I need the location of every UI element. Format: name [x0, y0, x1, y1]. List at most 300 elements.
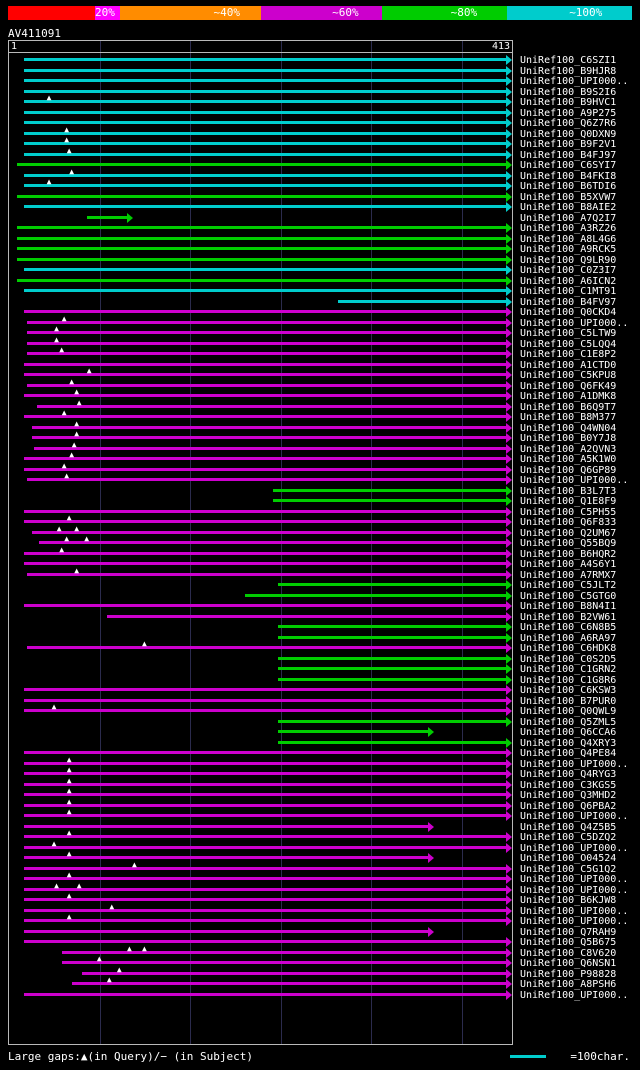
alignment-bar[interactable] — [24, 709, 506, 712]
hit-row[interactable] — [0, 534, 520, 548]
hit-row[interactable] — [0, 591, 520, 601]
hit-label[interactable]: UniRef100_B8N4I1 — [520, 601, 617, 612]
hit-label[interactable]: UniRef100_A6ICN2 — [520, 275, 617, 287]
alignment-bar[interactable] — [278, 657, 506, 660]
alignment-bar[interactable] — [37, 405, 506, 408]
hit-row[interactable] — [0, 580, 520, 590]
hit-label[interactable]: UniRef100_C5JLT2 — [520, 580, 617, 591]
alignment-bar[interactable] — [24, 289, 506, 292]
hit-row[interactable] — [0, 702, 520, 716]
hit-label[interactable]: UniRef100_Q4Z5B5 — [520, 821, 617, 833]
hit-row[interactable] — [0, 775, 520, 790]
hit-row[interactable] — [0, 223, 520, 233]
hit-row[interactable] — [0, 748, 520, 758]
alignment-bar[interactable] — [24, 394, 506, 397]
query-gap-marker: ▲ — [96, 954, 102, 963]
alignment-bar[interactable] — [17, 258, 506, 261]
hit-label[interactable]: UniRef100_Q4XRY3 — [520, 737, 617, 749]
alignment-bar[interactable] — [27, 573, 506, 576]
alignment-bar[interactable] — [24, 688, 506, 691]
hit-row[interactable] — [0, 87, 520, 97]
hit-label[interactable]: UniRef100_A1DMK8 — [520, 391, 617, 402]
alignment-bar[interactable] — [278, 730, 429, 733]
alignment-bar[interactable] — [32, 426, 506, 429]
alignment-bar[interactable] — [278, 583, 506, 586]
alignment-bar[interactable] — [24, 174, 506, 177]
alignment-bar[interactable] — [24, 940, 506, 943]
hit-label[interactable]: UniRef100_C1GRN2 — [520, 664, 617, 675]
hit-label[interactable]: UniRef100_A9P275 — [520, 107, 617, 119]
alignment-bar[interactable] — [24, 468, 506, 471]
hit-label[interactable]: UniRef100_A3RZ26 — [520, 223, 617, 234]
hit-label[interactable]: UniRef100_B4FKI8 — [520, 170, 617, 182]
alignment-bar[interactable] — [17, 279, 506, 282]
hit-label[interactable]: UniRef100_UPI000.. — [520, 989, 629, 1001]
alignment-bar[interactable] — [24, 510, 506, 513]
alignment-bar[interactable] — [273, 489, 506, 492]
query-gap-marker: ▲ — [74, 387, 80, 396]
hit-label[interactable]: UniRef100_C1E8P2 — [520, 349, 617, 360]
alignment-bar[interactable] — [27, 321, 506, 324]
alignment-bar[interactable] — [24, 762, 506, 765]
alignment-bar[interactable] — [24, 90, 506, 93]
alignment-bar[interactable] — [338, 300, 506, 303]
hit-row[interactable] — [0, 93, 520, 107]
direction-arrow-icon — [506, 181, 512, 191]
hit-label[interactable]: UniRef100_C5KPU8 — [520, 370, 617, 381]
alignment-bar[interactable] — [34, 447, 506, 450]
legend-label-4: ~100% — [569, 6, 603, 19]
hit-label[interactable]: UniRef100_B9HJR8 — [520, 65, 617, 77]
hit-row[interactable] — [0, 345, 520, 359]
query-gap-marker: ▲ — [66, 765, 72, 774]
alignment-bar[interactable] — [278, 625, 506, 628]
hit-label[interactable]: UniRef100_P98828 — [520, 968, 617, 980]
hit-row[interactable] — [0, 717, 520, 727]
direction-arrow-icon — [506, 444, 512, 454]
direction-arrow-icon — [506, 465, 512, 475]
direction-arrow-icon — [506, 580, 512, 590]
hit-label[interactable]: UniRef100_O04524 — [520, 853, 617, 864]
hit-row[interactable] — [0, 765, 520, 779]
alignment-bar[interactable] — [72, 982, 506, 985]
hit-label[interactable]: UniRef100_Q2UM67 — [520, 527, 617, 539]
hit-label[interactable]: UniRef100_C6SZI1 — [520, 55, 617, 66]
alignment-bar[interactable] — [24, 373, 506, 376]
hit-row[interactable] — [0, 912, 520, 926]
alignment-bar[interactable] — [24, 562, 506, 565]
direction-arrow-icon — [506, 129, 512, 139]
hit-row[interactable] — [0, 177, 520, 191]
alignment-bar[interactable] — [39, 541, 506, 544]
alignment-bar[interactable] — [17, 195, 506, 198]
hit-row[interactable] — [0, 255, 520, 265]
hit-label[interactable]: UniRef100_A8PSH6 — [520, 979, 617, 990]
hit-label[interactable]: UniRef100_A2QVN3 — [520, 443, 617, 455]
alignment-bar[interactable] — [24, 552, 506, 555]
hit-label[interactable]: UniRef100_UPI000.. — [520, 811, 629, 822]
hit-label[interactable]: UniRef100_UPI000.. — [520, 76, 629, 87]
hit-label[interactable]: UniRef100_C0Z3I7 — [520, 265, 617, 276]
ruler-line — [8, 52, 513, 53]
hit-label[interactable]: UniRef100_Q9LR90 — [520, 254, 617, 266]
hit-row[interactable] — [0, 754, 520, 769]
hit-row[interactable] — [0, 160, 520, 170]
hit-row[interactable] — [0, 927, 520, 937]
alignment-bar[interactable] — [278, 720, 506, 723]
hit-row[interactable] — [0, 654, 520, 664]
hit-label[interactable]: UniRef100_B6Q9T7 — [520, 401, 617, 413]
hit-label[interactable]: UniRef100_Q6PBA2 — [520, 800, 617, 812]
direction-arrow-icon — [506, 202, 512, 212]
hit-row[interactable] — [0, 118, 520, 128]
alignment-bar[interactable] — [245, 594, 506, 597]
alignment-bar[interactable] — [27, 342, 506, 345]
hit-label[interactable]: UniRef100_B8M377 — [520, 412, 617, 423]
hit-label[interactable]: UniRef100_UPI000.. — [520, 475, 629, 486]
hit-label[interactable]: UniRef100_C5PH55 — [520, 506, 617, 518]
alignment-bar[interactable] — [24, 58, 506, 61]
hit-label[interactable]: UniRef100_Q6NSN1 — [520, 958, 617, 969]
hit-row[interactable] — [0, 496, 520, 506]
alignment-bar[interactable] — [24, 867, 506, 870]
query-gap-marker: ▲ — [71, 439, 77, 449]
hit-label[interactable]: UniRef100_C3KGS5 — [520, 779, 617, 791]
alignment-bar[interactable] — [87, 216, 127, 219]
alignment-bar[interactable] — [24, 993, 506, 996]
alignment-bar[interactable] — [24, 520, 506, 523]
direction-arrow-icon — [506, 328, 512, 338]
direction-arrow-icon — [506, 318, 512, 328]
hit-label[interactable]: UniRef100_A7Q2I7 — [520, 212, 617, 224]
hit-row[interactable] — [0, 460, 520, 475]
hit-row[interactable] — [0, 76, 520, 86]
query-gap-marker: ▲ — [61, 460, 67, 470]
query-gap-marker: ▲ — [51, 702, 57, 711]
alignment-bar[interactable] — [24, 793, 506, 796]
hit-row[interactable] — [0, 66, 520, 76]
hit-label[interactable]: UniRef100_Q7RAH9 — [520, 926, 617, 938]
hit-label[interactable]: UniRef100_UPI000.. — [520, 842, 629, 854]
hit-row[interactable] — [0, 943, 520, 958]
hit-label[interactable]: UniRef100_Q55BQ9 — [520, 538, 617, 549]
hit-row[interactable] — [0, 297, 520, 307]
hit-row[interactable] — [0, 796, 520, 811]
alignment-bar[interactable] — [278, 636, 506, 639]
direction-arrow-icon — [506, 738, 512, 748]
hit-row[interactable] — [0, 601, 520, 611]
alignment-bar[interactable] — [24, 751, 506, 754]
alignment-bar[interactable] — [24, 153, 506, 156]
alignment-bar[interactable] — [27, 646, 506, 649]
hit-row[interactable] — [0, 664, 520, 674]
alignment-bar[interactable] — [24, 888, 506, 891]
hit-label[interactable]: UniRef100_C5LTW9 — [520, 328, 617, 339]
hit-row[interactable] — [0, 124, 520, 139]
hit-label[interactable]: UniRef100_Q4RYG3 — [520, 769, 617, 780]
alignment-bar[interactable] — [32, 436, 506, 439]
hit-label[interactable]: UniRef100_Q4WN04 — [520, 422, 617, 434]
hit-label[interactable]: UniRef100_UPI000.. — [520, 916, 629, 927]
hit-label[interactable]: UniRef100_B0Y7J8 — [520, 433, 617, 444]
query-gap-marker: ▲ — [109, 901, 115, 911]
hit-label[interactable]: UniRef100_A9RCK5 — [520, 244, 617, 255]
hit-label[interactable]: UniRef100_C1MT91 — [520, 286, 617, 297]
alignment-bar[interactable] — [24, 930, 428, 933]
hit-label[interactable]: UniRef100_C0S2D5 — [520, 653, 617, 665]
hit-label[interactable]: UniRef100_B8AIE2 — [520, 202, 617, 213]
alignment-bar[interactable] — [107, 615, 506, 618]
hit-row[interactable] — [0, 696, 520, 706]
hit-label[interactable]: UniRef100_UPI000.. — [520, 884, 629, 896]
hit-row[interactable] — [0, 360, 520, 370]
alignment-bar[interactable] — [27, 478, 506, 481]
hit-row[interactable] — [0, 471, 520, 485]
hit-label[interactable]: UniRef100_C6N8B5 — [520, 622, 617, 633]
hit-label[interactable]: UniRef100_C6SYI7 — [520, 160, 617, 171]
alignment-bar[interactable] — [24, 310, 506, 313]
hit-label[interactable]: UniRef100_B2VW61 — [520, 611, 617, 623]
alignment-bar[interactable] — [27, 331, 506, 334]
hit-label[interactable]: UniRef100_C6KSW3 — [520, 685, 617, 696]
hit-row[interactable] — [0, 202, 520, 212]
hit-label[interactable]: UniRef100_C5G1Q2 — [520, 863, 617, 875]
alignment-bar[interactable] — [24, 909, 506, 912]
alignment-bar[interactable] — [24, 877, 506, 880]
hit-row[interactable] — [0, 244, 520, 254]
hit-label[interactable]: UniRef100_B9S2I6 — [520, 86, 617, 98]
hit-label[interactable]: UniRef100_B5XVW7 — [520, 191, 617, 203]
hit-row[interactable] — [0, 286, 520, 296]
hit-row[interactable] — [0, 891, 520, 905]
hit-row[interactable] — [0, 954, 520, 968]
hit-row[interactable] — [0, 307, 520, 317]
alignment-bar[interactable] — [24, 856, 428, 859]
direction-arrow-icon — [506, 150, 512, 160]
hit-row[interactable] — [0, 544, 520, 559]
alignment-bar[interactable] — [27, 352, 506, 355]
hit-label[interactable]: UniRef100_Q5B675 — [520, 937, 617, 948]
alignment-bar[interactable] — [24, 268, 506, 271]
hit-row[interactable] — [0, 145, 520, 160]
direction-arrow-icon — [506, 759, 512, 769]
alignment-bar[interactable] — [17, 226, 506, 229]
alignment-bar[interactable] — [24, 205, 506, 208]
alignment-bar[interactable] — [24, 142, 506, 145]
hit-label[interactable]: UniRef100_A1CTD0 — [520, 359, 617, 371]
alignment-bar[interactable] — [82, 972, 506, 975]
alignment-bar[interactable] — [278, 667, 506, 670]
legend-label-1: ~40% — [213, 6, 241, 19]
hit-row[interactable] — [0, 822, 520, 832]
hit-label[interactable]: UniRef100_B6TDI6 — [520, 181, 617, 192]
alignment-bar[interactable] — [24, 804, 506, 807]
hit-label[interactable]: UniRef100_C5GTG0 — [520, 590, 617, 602]
hit-row[interactable] — [0, 192, 520, 202]
hit-label[interactable]: UniRef100_C5DZQ2 — [520, 832, 617, 843]
direction-arrow-icon — [506, 937, 512, 947]
hit-row[interactable] — [0, 565, 520, 580]
alignment-bar[interactable] — [24, 814, 506, 817]
hit-label[interactable]: UniRef100_B6KJW8 — [520, 895, 617, 906]
hit-row[interactable] — [0, 429, 520, 443]
hit-row[interactable] — [0, 366, 520, 380]
hit-label[interactable]: UniRef100_A6RA97 — [520, 632, 617, 644]
hit-row[interactable] — [0, 397, 520, 412]
hit-row[interactable] — [0, 807, 520, 821]
hit-row[interactable] — [0, 55, 520, 65]
alignment-bar[interactable] — [24, 919, 506, 922]
hit-row[interactable] — [0, 786, 520, 800]
hit-row[interactable] — [0, 523, 520, 538]
hit-label[interactable]: UniRef100_C6HDK8 — [520, 643, 617, 654]
hit-row[interactable] — [0, 727, 520, 737]
alignment-bar[interactable] — [24, 783, 506, 786]
hit-label[interactable]: UniRef100_B7PUR0 — [520, 695, 617, 707]
alignment-bar[interactable] — [24, 79, 506, 82]
alignment-bar[interactable] — [24, 772, 506, 775]
hit-row[interactable] — [0, 108, 520, 118]
hit-label[interactable]: UniRef100_UPI000.. — [520, 874, 629, 885]
hit-row[interactable] — [0, 486, 520, 496]
hit-row[interactable] — [0, 276, 520, 286]
hit-row[interactable] — [0, 828, 520, 842]
alignment-bar[interactable] — [24, 100, 506, 103]
hit-row[interactable] — [0, 639, 520, 653]
hit-label[interactable]: UniRef100_UPI000.. — [520, 317, 629, 329]
hit-label[interactable]: UniRef100_Q0CKD4 — [520, 307, 617, 318]
query-gap-marker: ▲ — [61, 408, 67, 417]
alignment-bar[interactable] — [32, 531, 506, 534]
alignment-bar[interactable] — [24, 111, 506, 114]
hit-label[interactable]: UniRef100_Q6CCA6 — [520, 727, 617, 738]
hit-label[interactable]: UniRef100_B9F2V1 — [520, 139, 617, 150]
hit-row[interactable] — [0, 313, 520, 328]
hit-row[interactable] — [0, 265, 520, 275]
hit-row[interactable] — [0, 838, 520, 853]
alignment-bar[interactable] — [24, 898, 506, 901]
alignment-bar[interactable] — [278, 678, 506, 681]
direction-arrow-icon — [506, 55, 512, 65]
hit-label[interactable]: UniRef100_UPI000.. — [520, 758, 629, 770]
query-gap-marker: ▲ — [74, 565, 80, 575]
alignment-bar[interactable] — [24, 835, 506, 838]
hit-row[interactable] — [0, 135, 520, 149]
hit-row[interactable] — [0, 901, 520, 916]
alignment-bar[interactable] — [17, 237, 506, 240]
hit-label[interactable]: UniRef100_Q0QWL9 — [520, 706, 617, 717]
hit-label[interactable]: UniRef100_B4FV97 — [520, 296, 617, 308]
hit-label[interactable]: UniRef100_C8V620 — [520, 947, 617, 959]
direction-arrow-icon — [506, 118, 512, 128]
hit-row[interactable] — [0, 685, 520, 695]
alignment-bar[interactable] — [24, 457, 506, 460]
direction-arrow-icon — [506, 748, 512, 758]
hit-row[interactable] — [0, 675, 520, 685]
hit-row[interactable] — [0, 450, 520, 464]
query-gap-marker: ▲ — [51, 838, 57, 848]
direction-arrow-icon — [428, 853, 434, 863]
hit-row[interactable] — [0, 859, 520, 874]
hit-row[interactable] — [0, 937, 520, 947]
hit-label[interactable]: UniRef100_B6HQR2 — [520, 548, 617, 560]
hit-row[interactable] — [0, 324, 520, 338]
hit-row[interactable] — [0, 166, 520, 181]
hit-row[interactable] — [0, 975, 520, 989]
hit-label[interactable]: UniRef100_B4FJ97 — [520, 149, 617, 161]
hit-label[interactable]: UniRef100_Q6FK49 — [520, 380, 617, 392]
direction-arrow-icon — [506, 895, 512, 905]
alignment-bar[interactable] — [24, 184, 506, 187]
legend-label-0: 20% — [94, 6, 115, 19]
direction-arrow-icon — [506, 87, 512, 97]
alignment-bar[interactable] — [24, 415, 506, 418]
hit-label[interactable]: UniRef100_Q4PE84 — [520, 748, 617, 759]
alignment-bar[interactable] — [278, 741, 506, 744]
alignment-bar[interactable] — [62, 961, 506, 964]
hit-row[interactable] — [0, 622, 520, 632]
hit-label[interactable]: UniRef100_Q1E8F9 — [520, 496, 617, 507]
hit-label[interactable]: UniRef100_Q3MHD2 — [520, 790, 617, 801]
hit-row[interactable] — [0, 849, 520, 863]
hit-row[interactable] — [0, 880, 520, 895]
direction-arrow-icon — [506, 885, 512, 895]
alignment-bar[interactable] — [17, 247, 506, 250]
hit-label[interactable]: UniRef100_Q0DXN9 — [520, 128, 617, 140]
hit-label[interactable]: UniRef100_C1G8R6 — [520, 674, 617, 686]
ruler-end-label: 413 — [491, 41, 510, 52]
hit-label[interactable]: UniRef100_Q6GP89 — [520, 464, 617, 476]
hit-row[interactable] — [0, 213, 520, 223]
hit-label[interactable]: UniRef100_Q6F833 — [520, 517, 617, 528]
hit-label[interactable]: UniRef100_B9HVC1 — [520, 97, 617, 108]
hit-row[interactable] — [0, 507, 520, 517]
hit-row[interactable] — [0, 439, 520, 454]
alignment-bar[interactable] — [24, 363, 506, 366]
hit-label[interactable]: UniRef100_Q6Z7R6 — [520, 118, 617, 129]
hit-row[interactable] — [0, 234, 520, 244]
alignment-bar[interactable] — [17, 163, 506, 166]
alignment-bar[interactable] — [24, 69, 506, 72]
hit-row[interactable] — [0, 334, 520, 349]
hit-label[interactable]: UniRef100_C5LQQ4 — [520, 338, 617, 350]
hit-label[interactable]: UniRef100_UPI000.. — [520, 905, 629, 917]
hit-row[interactable] — [0, 990, 520, 1000]
hit-label[interactable]: UniRef100_A7RMX7 — [520, 569, 617, 581]
hit-label[interactable]: UniRef100_A4S6Y1 — [520, 559, 617, 570]
hit-row[interactable] — [0, 964, 520, 979]
alignment-bar[interactable] — [24, 121, 506, 124]
alignment-bar[interactable] — [24, 699, 506, 702]
hit-label[interactable]: UniRef100_A5K1W0 — [520, 454, 617, 465]
direction-arrow-icon — [506, 906, 512, 916]
alignment-bar[interactable] — [24, 132, 506, 135]
alignment-bar[interactable] — [27, 384, 506, 387]
alignment-bar[interactable] — [24, 846, 506, 849]
hit-label[interactable]: UniRef100_B3L7T3 — [520, 485, 617, 497]
hit-row[interactable] — [0, 738, 520, 748]
alignment-bar[interactable] — [273, 499, 506, 502]
alignment-bar[interactable] — [24, 825, 428, 828]
alignment-bar[interactable] — [24, 604, 506, 607]
hit-label[interactable]: UniRef100_Q5ZML5 — [520, 716, 617, 728]
query-gap-marker: ▲ — [46, 177, 52, 186]
hit-row[interactable] — [0, 633, 520, 643]
direction-arrow-icon — [506, 685, 512, 695]
hit-row[interactable] — [0, 612, 520, 622]
hit-label[interactable]: UniRef100_A8L4G6 — [520, 233, 617, 245]
direction-arrow-icon — [506, 171, 512, 181]
